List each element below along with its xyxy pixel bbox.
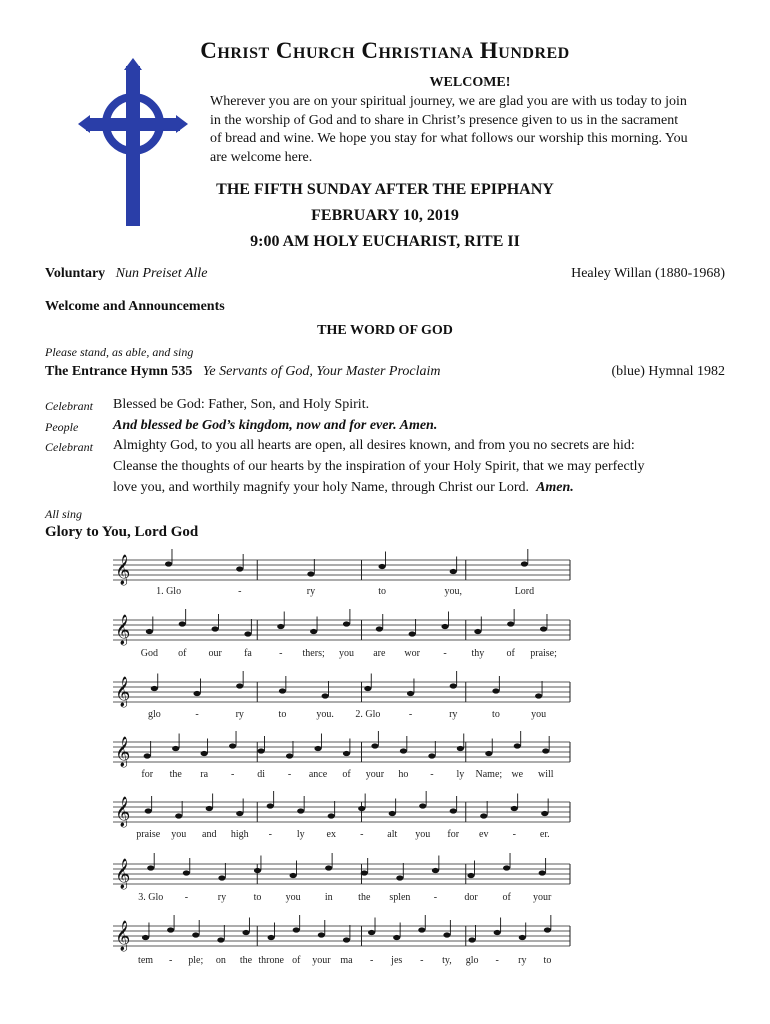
note-head	[492, 688, 499, 693]
lyric-syllable: you	[171, 829, 187, 840]
lyric-syllable: ple;	[188, 955, 204, 966]
lyric-syllable: wor	[404, 648, 420, 659]
note-head	[485, 751, 492, 756]
lyric-syllable: we	[511, 769, 524, 780]
note-head	[343, 621, 350, 626]
note-head	[542, 748, 549, 753]
lyric-syllable: your	[365, 769, 385, 780]
note-head	[145, 808, 152, 813]
entrance-hymn-title: Ye Servants of God, Your Master Proclaim	[202, 364, 441, 379]
welcome-line: Wherever you are on your spiritual journey, we are glad you are with us today to join	[210, 94, 687, 109]
all-sing-instruction: All sing	[45, 507, 83, 521]
liturgy-line: Blessed be God: Father, Son, and Holy Spirit.	[113, 397, 370, 412]
lyric-syllable: and	[202, 829, 217, 840]
lyric-syllable: ly	[296, 829, 305, 840]
note-head	[236, 683, 243, 688]
note-head	[229, 743, 236, 748]
lyric-syllable: will	[537, 769, 554, 780]
treble-clef-icon: 𝄞	[115, 615, 131, 645]
lyric-syllable: your	[312, 955, 331, 966]
note-head	[179, 621, 186, 626]
lyric-syllable: dor	[464, 892, 478, 903]
note-head	[396, 875, 403, 880]
lyric-syllable: -	[512, 829, 516, 840]
entrance-hymn-source: (blue) Hymnal 1982	[611, 364, 725, 379]
lyric-syllable: ho	[398, 769, 409, 780]
welcome-line: of bread and wine. We hope you stay for what follows our worship this morning. You	[210, 131, 688, 146]
lyric-syllable: jes	[391, 955, 403, 966]
note-head	[151, 686, 158, 691]
music-staff	[113, 802, 570, 822]
note-head	[441, 624, 448, 629]
note-head	[368, 930, 375, 935]
note-head	[535, 693, 542, 698]
note-head	[511, 806, 518, 811]
note-head	[468, 937, 475, 942]
note-head	[457, 746, 464, 751]
lyric-syllable: ry	[235, 709, 244, 720]
lyric-syllable: ra	[200, 769, 209, 780]
lyric-syllable: throne	[258, 955, 284, 966]
lyric-syllable: ance	[308, 769, 328, 780]
note-head	[236, 566, 243, 571]
speaker-label: People	[45, 420, 79, 434]
note-head	[450, 683, 457, 688]
liturgy-line: Almighty God, to you all hearts are open, all desires known, and from you no secrets are hid:	[113, 438, 635, 453]
speaker-label: Celebrant	[45, 440, 93, 454]
treble-clef-icon: 𝄞	[115, 797, 131, 827]
note-head	[277, 624, 284, 629]
lyric-syllable: your	[533, 892, 552, 903]
lyric-syllable: you	[285, 892, 301, 903]
lyric-syllable: -	[495, 955, 499, 966]
lyric-syllable: ty,	[442, 955, 452, 966]
lyric-syllable: our	[208, 648, 222, 659]
lyric-syllable: Name;	[475, 769, 503, 780]
lyric-syllable: ev	[479, 829, 489, 840]
lyric-syllable: to	[253, 892, 262, 903]
treble-clef-icon: 𝄞	[115, 737, 131, 767]
lyric-syllable: of	[506, 648, 515, 659]
lyric-syllable: -	[195, 709, 199, 720]
music-score	[0, 540, 770, 980]
note-head	[467, 873, 474, 878]
lyric-syllable: for	[447, 829, 460, 840]
note-head	[144, 753, 151, 758]
note-head	[147, 865, 154, 870]
lyric-syllable: fa	[244, 648, 252, 659]
lyric-syllable: -	[238, 586, 242, 597]
note-head	[514, 743, 521, 748]
lyric-syllable: splen	[389, 892, 411, 903]
note-head	[450, 808, 457, 813]
lyric-syllable: ry	[217, 892, 227, 903]
stand-instruction: Please stand, as able, and sing	[45, 345, 194, 359]
music-staff	[113, 682, 570, 702]
lyric-syllable: Lord	[514, 586, 535, 597]
note-head	[297, 808, 304, 813]
note-head	[201, 751, 208, 756]
note-head	[258, 748, 265, 753]
music-staff	[113, 926, 570, 946]
collect-line: Cleanse the thoughts of our hearts by the inspiration of your Holy Spirit, that we may perfectly	[113, 459, 645, 474]
note-head	[409, 631, 416, 636]
lyric-syllable: glo	[465, 955, 479, 966]
service-date: FEBRUARY 10, 2019	[311, 207, 459, 224]
lyric-syllable: you,	[444, 586, 462, 597]
music-staff	[113, 864, 570, 884]
note-head	[183, 870, 190, 875]
collect-amen: Amen.	[536, 480, 574, 495]
note-head	[361, 870, 368, 875]
lyric-syllable: tem	[138, 955, 154, 966]
lyric-syllable: the	[358, 892, 371, 903]
church-title: Christ Church Christiana Hundred	[200, 38, 570, 63]
lyric-syllable: -	[420, 955, 424, 966]
lyric-syllable: you	[415, 829, 431, 840]
treble-clef-icon: 𝄞	[115, 859, 131, 889]
lyric-syllable: 2. Glo	[355, 709, 381, 720]
note-head	[217, 937, 224, 942]
note-head	[378, 564, 385, 569]
lyric-syllable: ry	[306, 586, 316, 597]
lyric-syllable: di	[257, 769, 265, 780]
note-head	[192, 932, 199, 937]
lyric-syllable: -	[287, 769, 292, 780]
note-head	[167, 927, 174, 932]
note-head	[328, 813, 335, 818]
lyric-syllable: to	[543, 955, 552, 966]
note-head	[293, 927, 300, 932]
note-head	[343, 937, 350, 942]
note-head	[507, 621, 514, 626]
announcements-heading: Welcome and Announcements	[45, 299, 225, 314]
note-head	[400, 748, 407, 753]
lyric-syllable: in	[324, 892, 333, 903]
voluntary-label: Voluntary	[45, 266, 106, 281]
lyric-syllable: are	[373, 648, 386, 659]
voluntary-row	[45, 266, 207, 282]
note-head	[254, 868, 261, 873]
note-head	[393, 935, 400, 940]
note-head	[310, 629, 317, 634]
lyric-syllable: ly	[456, 769, 465, 780]
lyric-syllable: -	[169, 955, 173, 966]
note-head	[358, 806, 365, 811]
note-head	[389, 811, 396, 816]
note-head	[286, 753, 293, 758]
lyric-syllable: for	[141, 769, 154, 780]
note-head	[268, 935, 275, 940]
liturgy-line-people: And blessed be God’s kingdom, now and for ever. Amen.	[113, 418, 438, 433]
note-head	[325, 865, 332, 870]
note-head	[418, 927, 425, 932]
welcome-text	[210, 93, 730, 167]
note-head	[480, 813, 487, 818]
note-head	[541, 811, 548, 816]
note-head	[314, 746, 321, 751]
music-staff	[113, 560, 570, 580]
lyric-syllable: praise	[136, 829, 161, 840]
note-head	[236, 811, 243, 816]
lyric-syllable: -	[443, 648, 447, 659]
note-head	[193, 691, 200, 696]
lyric-syllable: -	[279, 648, 283, 659]
note-head	[450, 569, 457, 574]
lyric-syllable: -	[268, 829, 272, 840]
lyric-syllable: -	[408, 709, 413, 720]
lyric-syllable: thers;	[302, 648, 325, 659]
note-head	[146, 629, 153, 634]
note-head	[407, 691, 414, 696]
note-head	[218, 875, 225, 880]
note-head	[371, 743, 378, 748]
treble-clef-icon: 𝄞	[115, 555, 131, 585]
lyric-syllable: you	[339, 648, 354, 659]
lyric-syllable: the	[239, 955, 253, 966]
note-head	[307, 571, 314, 576]
welcome-line: in the worship of God and to share in Christ’s presence given to us in the sacrament	[210, 112, 679, 128]
note-head	[165, 561, 172, 566]
note-head	[544, 927, 551, 932]
note-head	[142, 935, 149, 940]
note-head	[419, 803, 426, 808]
lyric-syllable: of	[342, 769, 351, 780]
note-head	[206, 806, 213, 811]
lyric-syllable: of	[292, 955, 301, 966]
note-head	[443, 932, 450, 937]
lyric-syllable: God	[140, 648, 159, 659]
lyric-syllable: of	[502, 892, 511, 903]
note-head	[175, 813, 182, 818]
voluntary-composer: Healey Willan (1880-1968)	[571, 266, 725, 281]
entrance-hymn-row	[45, 364, 441, 380]
lyric-syllable: ex	[326, 829, 336, 840]
note-head	[474, 629, 481, 634]
lyric-syllable: -	[369, 955, 374, 966]
lyric-syllable: on	[215, 955, 226, 966]
lyric-syllable: to	[378, 586, 386, 597]
lyric-syllable: er.	[539, 829, 550, 840]
welcome-heading: WELCOME!	[429, 75, 511, 90]
word-of-god-heading: THE WORD OF GOD	[317, 323, 453, 338]
lyric-syllable: 1. Glo	[156, 586, 182, 597]
glory-title: Glory to You, Lord God	[45, 524, 199, 540]
collect-line: love you, and worthily magnify your holy Name, through Christ our Lord. Amen.	[113, 480, 574, 495]
lyric-syllable: alt	[387, 829, 398, 840]
note-head	[364, 686, 371, 691]
note-head	[428, 753, 435, 758]
lyric-syllable: -	[230, 769, 235, 780]
music-staff	[113, 742, 570, 762]
note-head	[376, 626, 383, 631]
note-head	[521, 561, 528, 566]
lyric-syllable: -	[430, 769, 434, 780]
note-head	[519, 935, 526, 940]
lyric-syllable: praise;	[530, 648, 557, 659]
treble-clef-icon: 𝄞	[115, 677, 131, 707]
lyric-syllable: to	[278, 709, 287, 720]
lyric-syllable: -	[184, 892, 189, 903]
entrance-hymn-label: The Entrance Hymn 535	[45, 364, 193, 379]
lyric-syllable: to	[492, 709, 500, 720]
note-head	[322, 693, 329, 698]
lyric-syllable: you.	[316, 709, 334, 720]
cross-icon	[78, 58, 188, 228]
note-head	[503, 865, 510, 870]
lyric-syllable: thy	[471, 648, 485, 659]
note-head	[290, 873, 297, 878]
service-time: 9:00 AM HOLY EUCHARIST, RITE II	[250, 233, 520, 250]
note-head	[494, 930, 501, 935]
note-head	[540, 626, 547, 631]
lyric-syllable: high	[230, 829, 249, 840]
note-head	[267, 803, 274, 808]
note-head	[244, 631, 251, 636]
note-head	[343, 751, 350, 756]
lyric-syllable: the	[169, 769, 182, 780]
service-title: THE FIFTH SUNDAY AFTER THE EPIPHANY	[216, 181, 554, 198]
lyric-syllable: ry	[518, 955, 527, 966]
lyric-syllable: you	[531, 709, 547, 720]
note-head	[242, 930, 249, 935]
lyric-syllable: glo	[147, 709, 161, 720]
lyric-syllable: of	[178, 648, 187, 659]
lyric-syllable: -	[360, 829, 364, 840]
lyric-syllable: 3. Glo	[138, 892, 164, 903]
note-head	[212, 626, 219, 631]
welcome-line: are welcome here.	[210, 149, 313, 165]
speaker-label: Celebrant	[45, 399, 93, 413]
note-head	[172, 746, 179, 751]
treble-clef-icon: 𝄞	[115, 921, 131, 951]
lyric-syllable: -	[433, 892, 438, 903]
note-head	[279, 688, 286, 693]
note-head	[539, 870, 546, 875]
lyric-syllable: ma	[340, 955, 353, 966]
note-head	[432, 868, 439, 873]
lyric-syllable: ry	[449, 709, 458, 720]
note-head	[318, 932, 325, 937]
voluntary-title: Nun Preiset Alle	[115, 266, 208, 281]
